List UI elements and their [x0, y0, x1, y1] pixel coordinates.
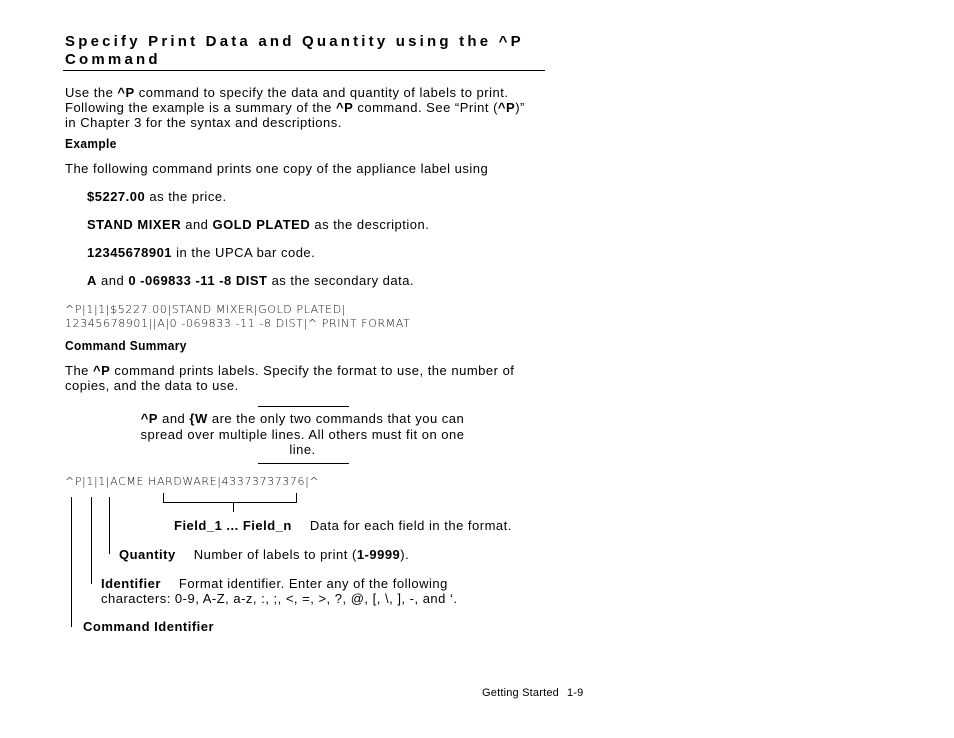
item-value: $5227.00 [87, 189, 146, 204]
intro-command: ^P [117, 85, 135, 100]
quantity-label [119, 547, 409, 562]
item-value: STAND MIXER [87, 217, 182, 232]
example-lead: The following command prints one copy of the appliance label using [65, 161, 489, 176]
intro-text: Use the [65, 85, 118, 100]
bracket-stem [233, 502, 234, 512]
example-item-secondary [87, 273, 414, 288]
item-value: GOLD PLATED [212, 217, 311, 232]
footer-section: Getting Started [482, 687, 559, 699]
summary-text: command prints labels. Specify the format to use, the number of copies, and the data to use. [65, 363, 515, 393]
fields-desc: Data for each field in the format. [309, 518, 512, 533]
quantity-desc: Number of labels to print ( [193, 547, 357, 562]
item-text: and [181, 217, 213, 232]
footer-page-number: 1-9 [567, 687, 584, 699]
connector-quantity [109, 497, 110, 554]
identifier-desc: Format identifier. Enter any of the following characters: 0-9, A-Z, a-z, :, ;, <, =, >, ?, @, [, \, ], -, and ‘. [101, 576, 458, 606]
fields-name: Field_1 ... Field_n [174, 518, 292, 533]
quantity-desc: ). [400, 547, 410, 562]
connector-command-identifier [71, 497, 72, 627]
fields-label [174, 518, 512, 533]
summary-text: The [65, 363, 94, 378]
identifier-name: Identifier [101, 576, 161, 591]
example-code-line: 12345678901||A|0 -069833 -11 -8 DIST|^ PRINT FORMAT [65, 317, 411, 330]
intro-paragraph [65, 85, 540, 130]
summary-heading: Command Summary [65, 338, 187, 353]
example-item-description [87, 217, 429, 232]
identifier-label [101, 576, 501, 606]
item-value: A [87, 273, 97, 288]
example-item-barcode [87, 245, 315, 260]
title-underline [63, 70, 545, 71]
note-text [130, 411, 475, 458]
quantity-range: 1-9999 [356, 547, 401, 562]
page-footer [482, 687, 584, 699]
intro-command: ^P [497, 100, 516, 115]
intro-text: )” in Chapter 3 for the syntax and descriptions. [65, 100, 525, 130]
example-item-price [87, 189, 227, 204]
intro-command: ^P [336, 100, 354, 115]
bracket-bottom [163, 502, 297, 503]
summary-command: ^P [93, 363, 111, 378]
note-command: {W [189, 411, 208, 426]
intro-text: command. See “Print ( [353, 100, 498, 115]
note-bottom-rule [258, 463, 349, 464]
note-command: ^P [140, 411, 158, 426]
item-text: and [96, 273, 129, 288]
item-text: as the price. [145, 189, 227, 204]
quantity-name: Quantity [119, 547, 176, 562]
example-code-line: ^P|1|1|$5227.00|STAND MIXER|GOLD PLATED| [65, 303, 347, 316]
example-heading: Example [65, 136, 117, 151]
item-value: 12345678901 [87, 245, 173, 260]
note-span: and [157, 411, 190, 426]
page-title: Specify Print Data and Quantity using the ^P Command [65, 33, 524, 68]
note-top-rule [258, 406, 349, 407]
item-text: in the UPCA bar code. [172, 245, 316, 260]
item-text: as the description. [310, 217, 430, 232]
command-identifier-label [83, 619, 214, 634]
summary-paragraph [65, 363, 543, 393]
command-identifier-name: Command Identifier [83, 619, 215, 634]
connector-identifier [91, 497, 92, 584]
syntax-code-line: ^P|1|1|ACME HARDWARE|43373737376|^ [65, 475, 320, 488]
note-span: are the only two commands that you can spread over multiple lines. All others must fit on one line. [140, 411, 465, 457]
item-value: 0 -069833 -11 -8 DIST [128, 273, 268, 288]
intro-text: command to specify the data and quantity of labels to print. Following the example is a summary of the [65, 85, 509, 115]
item-text: as the secondary data. [267, 273, 415, 288]
